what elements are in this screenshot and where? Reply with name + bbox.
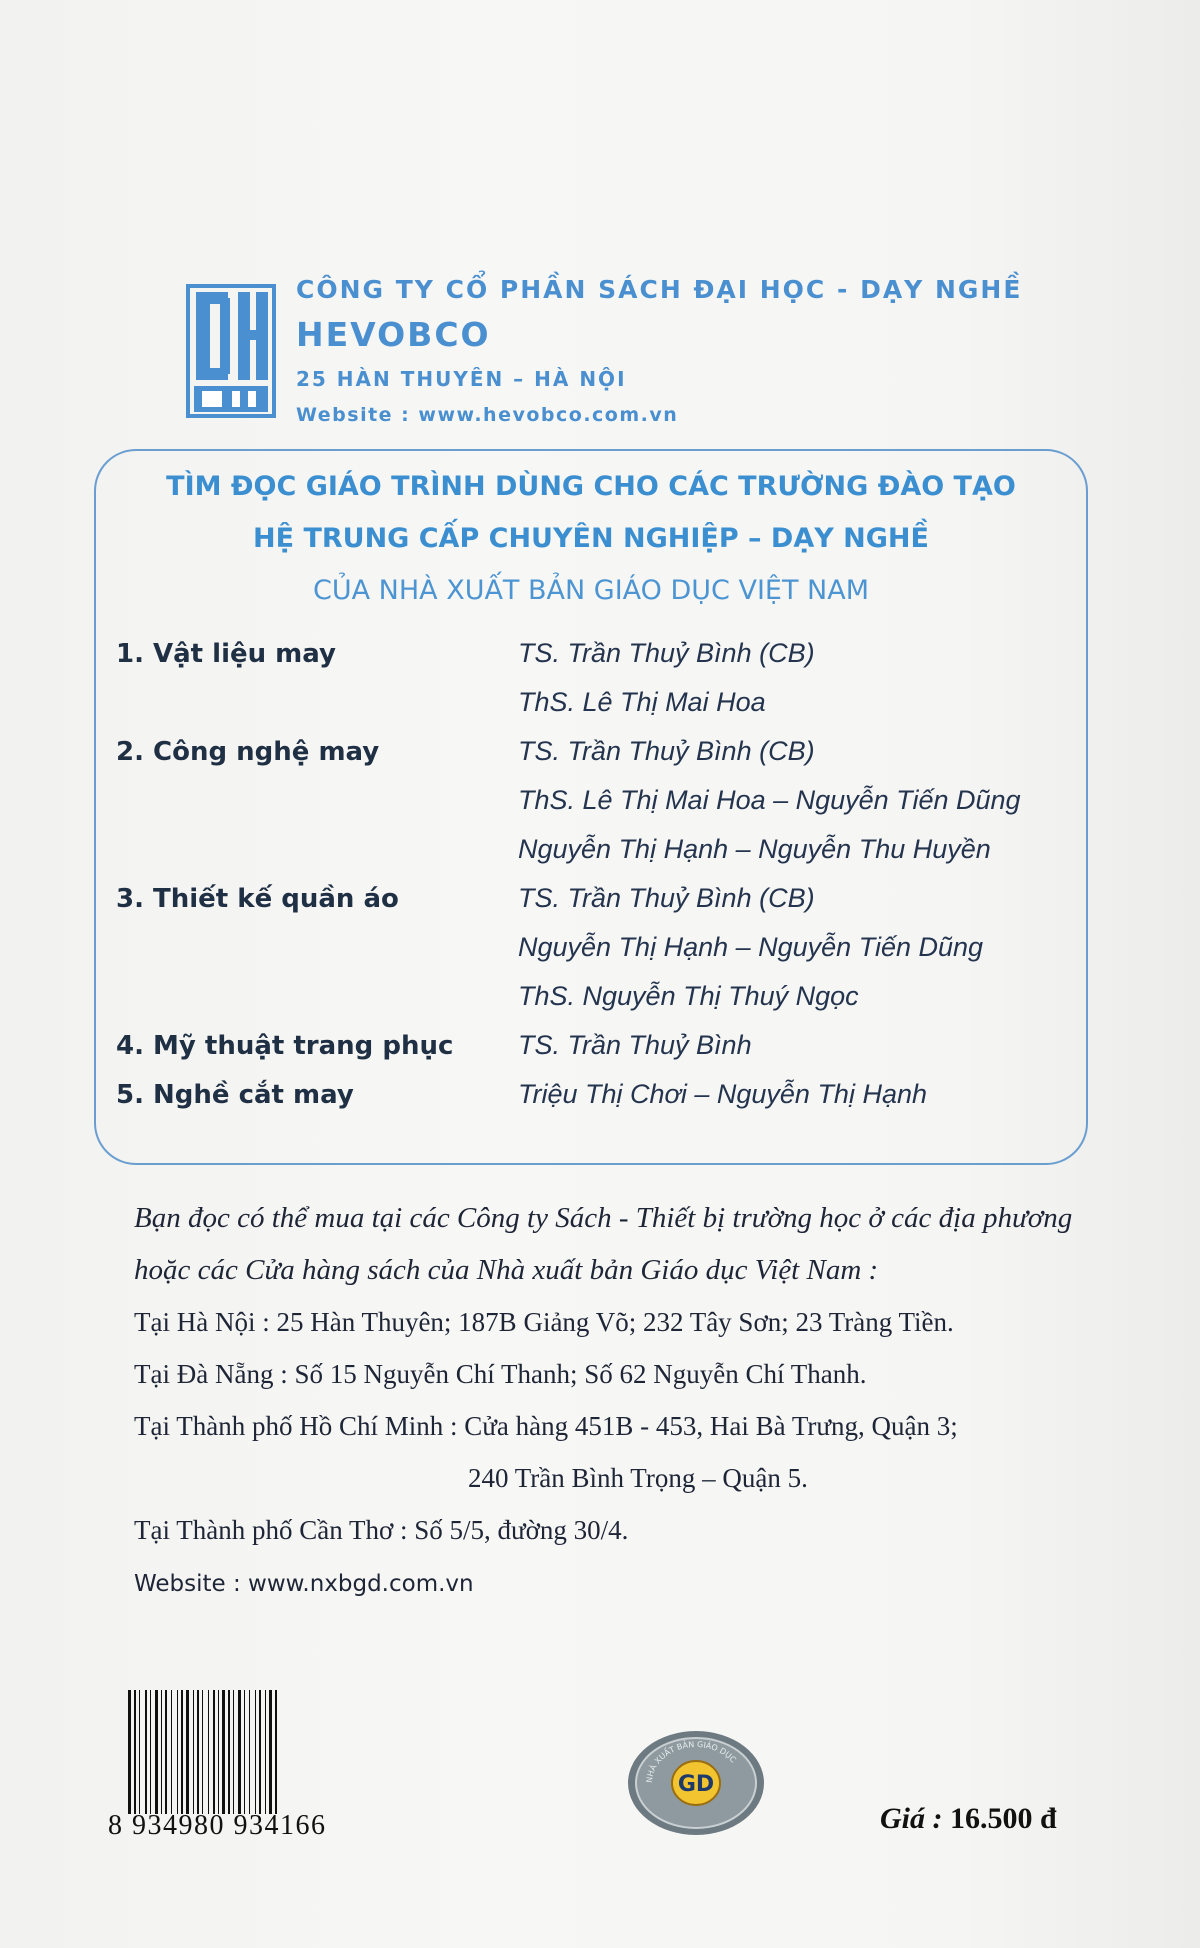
publisher-address: 25 HÀN THUYÊN – HÀ NỘI [296,367,627,391]
book-author: TS. Trần Thuỷ Bình (CB) [518,736,815,766]
barcode-digits: 8 934980 934166 [108,1810,327,1841]
book-title: 2. Công nghệ may [116,737,380,767]
book-author: ThS. Nguyễn Thị Thuý Ngọc [518,981,859,1011]
price [880,1802,1057,1836]
book-author: TS. Trần Thuỷ Bình [518,1030,752,1060]
publisher-brand: HEVOBCO [296,315,491,354]
publisher-text [296,270,1022,432]
book-item [116,1021,1076,1070]
book-author: Triệu Thị Chơi – Nguyễn Thị Hạnh [518,1079,927,1109]
book-item [116,629,1076,727]
book-title: 1. Vật liệu may [116,639,336,669]
book-author: Nguyễn Thị Hạnh – Nguyễn Tiến Dũng [518,932,984,962]
book-authors [518,727,1076,874]
where-intro-2: hoặc các Cửa hàng sách của Nhà xuất bản Giáo dục Việt Nam : [134,1254,879,1286]
publisher-website: Website : www.hevobco.com.vn [296,404,679,426]
publisher-logo [186,284,276,418]
nxbgd-website: Website : www.nxbgd.com.vn [134,1571,474,1597]
barcode [108,1690,378,1850]
publisher-block [186,270,1126,430]
store-hcm-2: 240 Trần Bình Trọng – Quận 5. [468,1463,808,1493]
store-hanoi: Tại Hà Nội : 25 Hàn Thuyên; 187B Giảng Võ; 232 Tây Sơn; 23 Tràng Tiền. [134,1307,954,1337]
book-item [116,874,1076,1021]
book-list [116,629,1076,1119]
store-cantho: Tại Thành phố Cần Thơ : Số 5/5, đường 30/4. [134,1515,629,1545]
publisher-seal [624,1728,768,1838]
book-author: ThS. Lê Thị Mai Hoa – Nguyễn Tiến Dũng [518,785,1021,815]
book-authors [518,1070,1076,1119]
where-intro-1: Bạn đọc có thể mua tại các Công ty Sách - Thiết bị trường học ở các địa phương [134,1202,1073,1234]
price-value: 16.500 đ [950,1802,1057,1835]
book-title: 3. Thiết kế quần áo [116,884,399,914]
book-list-box [94,449,1088,1165]
book-authors [518,874,1076,1021]
book-authors [518,1021,1076,1070]
book-author: TS. Trần Thuỷ Bình (CB) [518,638,815,668]
where-to-buy [134,1192,1114,1612]
store-danang: Tại Đà Nẵng : Số 15 Nguyễn Chí Thanh; Số 62 Nguyễn Chí Thanh. [134,1359,867,1389]
book-title: 5. Nghề cắt may [116,1080,354,1110]
seal-letters: GD [677,1772,715,1797]
barcode-bars [126,1690,376,1820]
price-label: Giá : [880,1802,943,1835]
publisher-name: CÔNG TY CỔ PHẦN SÁCH ĐẠI HỌC - DẠY NGHỀ [296,275,1023,304]
store-hcm: Tại Thành phố Hồ Chí Minh : Cửa hàng 451B - 453, Hai Bà Trưng, Quận 3; [134,1411,958,1441]
box-heading-2: HỆ TRUNG CẤP CHUYÊN NGHIỆP – DẠY NGHỀ [253,523,929,554]
book-author: TS. Trần Thuỷ Bình (CB) [518,883,815,913]
book-item [116,727,1076,874]
seal-ring-text: NHÀ XUẤT BẢN GIÁO DỤC [644,1739,738,1784]
book-author: Nguyễn Thị Hạnh – Nguyễn Thu Huyền [518,834,991,864]
book-author: ThS. Lê Thị Mai Hoa [518,687,766,717]
book-title: 4. Mỹ thuật trang phục [116,1031,454,1061]
book-authors [518,629,1076,727]
book-item [116,1070,1076,1119]
box-heading-3: CỦA NHÀ XUẤT BẢN GIÁO DỤC VIỆT NAM [312,575,870,606]
box-heading-1: TÌM ĐỌC GIÁO TRÌNH DÙNG CHO CÁC TRƯỜNG ĐÀO TẠO [166,471,1016,502]
